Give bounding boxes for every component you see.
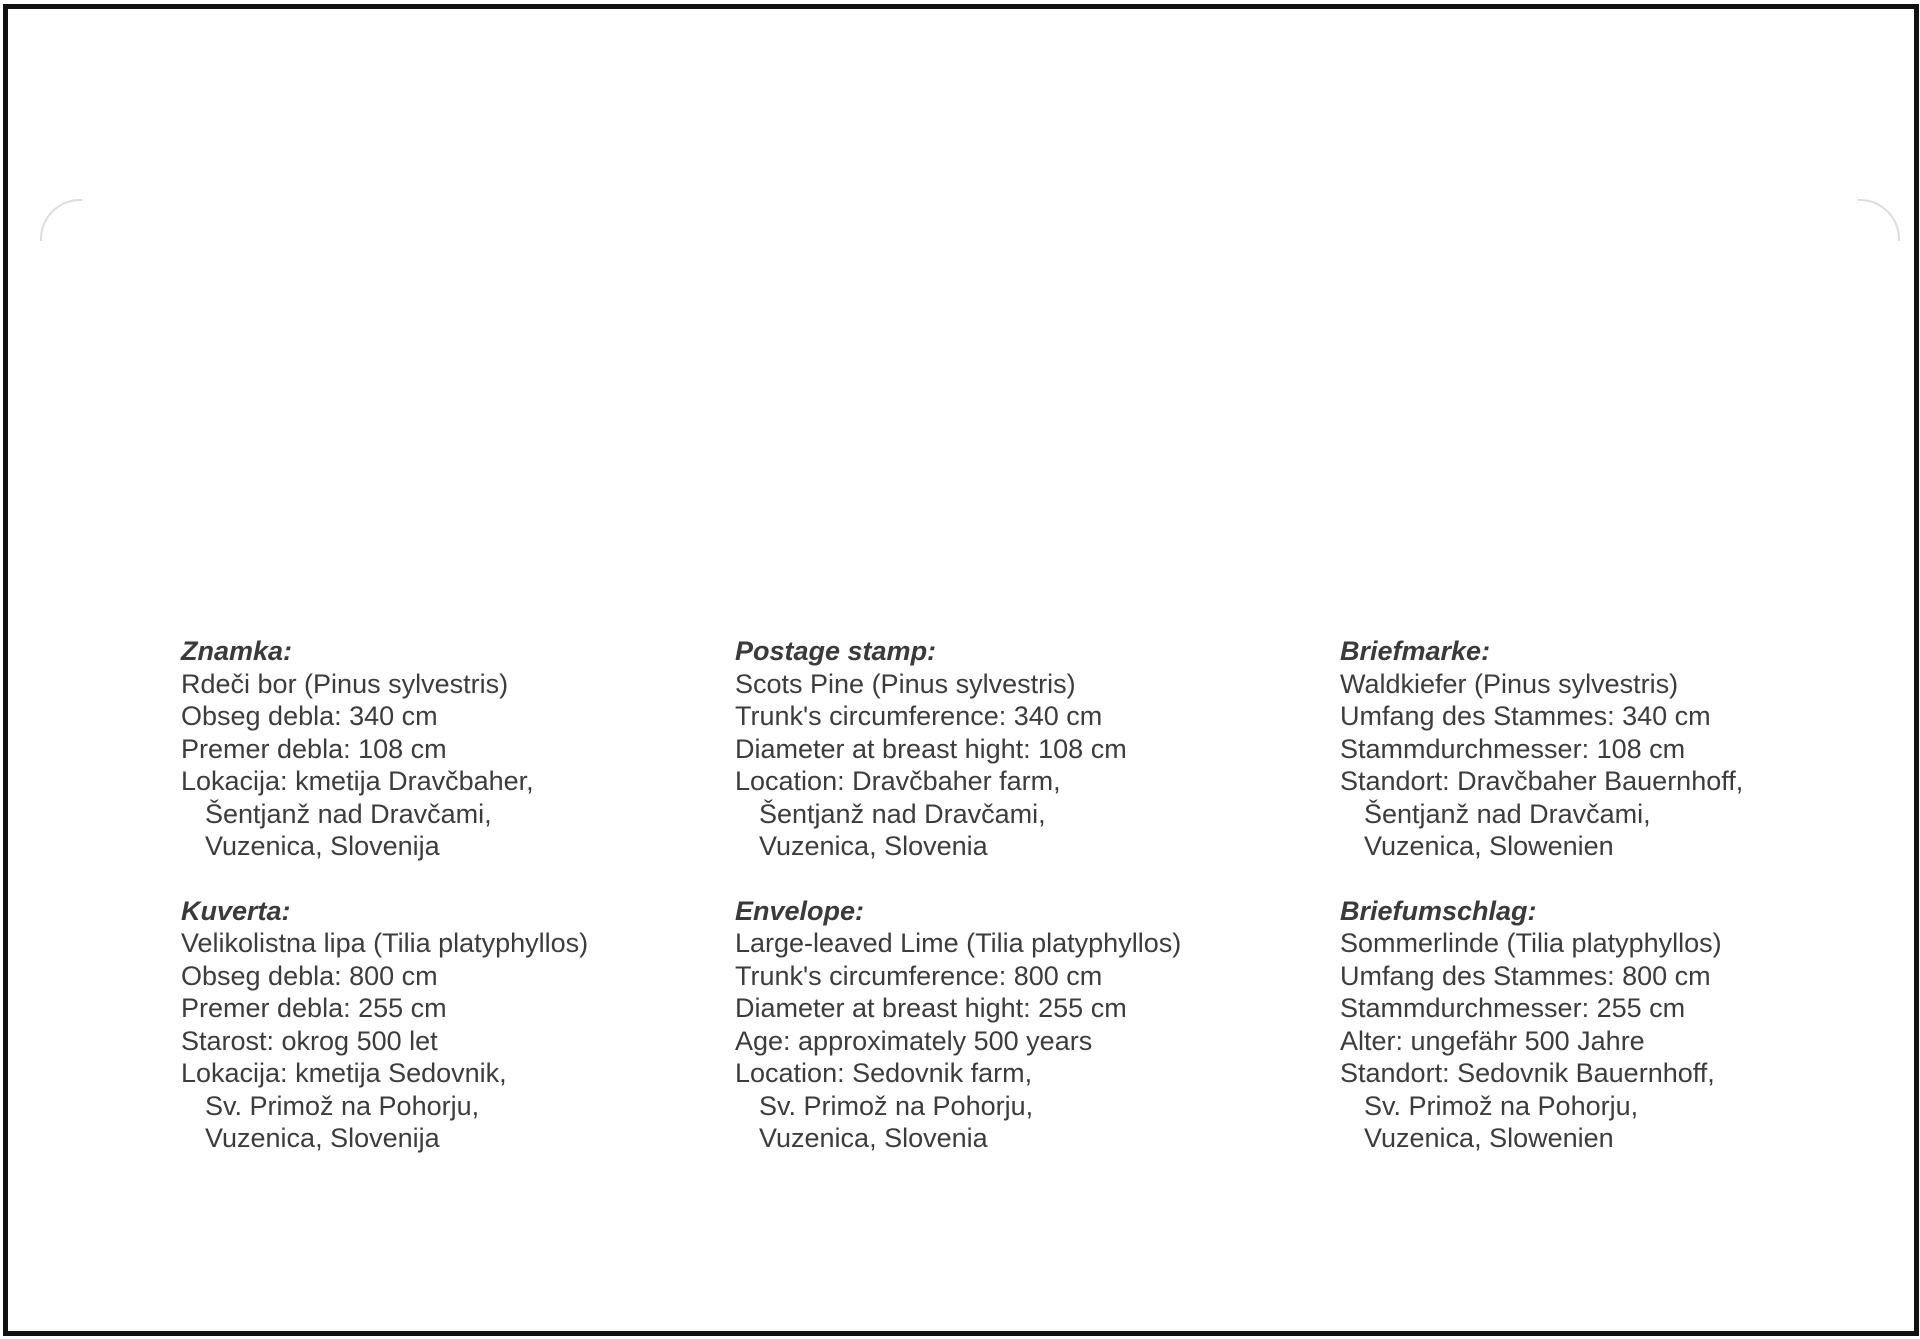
- info-line: Lokacija: kmetija Sedovnik,: [181, 1058, 507, 1088]
- section-stamp-sl: [181, 635, 588, 863]
- info-line: Šentjanž nad Dravčami,: [759, 798, 1046, 829]
- section-stamp-en: [735, 635, 1181, 863]
- info-line: Waldkiefer (Pinus sylvestris): [1340, 668, 1679, 699]
- info-line: Umfang des Stammes: 800 cm: [1340, 960, 1711, 991]
- info-line: Premer debla: 108 cm: [181, 733, 447, 764]
- section-heading: Znamka:: [181, 636, 293, 666]
- info-line: Velikolistna lipa (Tilia platyphyllos): [181, 928, 589, 958]
- info-line: Location: Sedovnik farm,: [735, 1058, 1033, 1088]
- section-envelope-de: [1340, 895, 1743, 1155]
- info-line: Age: approximately 500 years: [735, 1025, 1093, 1056]
- section-envelope-en: [735, 895, 1181, 1155]
- info-line: Sommerlinde (Tilia platyphyllos): [1340, 928, 1722, 958]
- info-line: Vuzenica, Slovenia: [759, 831, 988, 861]
- column-slovenian: [181, 635, 588, 1187]
- section-heading: Envelope:: [735, 895, 865, 926]
- info-line: Šentjanž nad Dravčami,: [1364, 798, 1651, 829]
- section-envelope-sl: [181, 895, 588, 1155]
- info-line: Trunk's circumference: 800 cm: [735, 960, 1103, 991]
- info-line: Location: Dravčbaher farm,: [735, 766, 1061, 796]
- info-line: Vuzenica, Slovenija: [205, 831, 440, 861]
- section-heading: Briefumschlag:: [1340, 895, 1537, 926]
- info-line: Sv. Primož na Pohorju,: [205, 1090, 480, 1121]
- info-line: Stammdurchmesser: 108 cm: [1340, 733, 1686, 764]
- info-line: Vuzenica, Slovenija: [205, 1123, 440, 1153]
- info-line: Šentjanž nad Dravčami,: [205, 798, 492, 829]
- info-line: Premer debla: 255 cm: [181, 993, 447, 1023]
- info-line: Standort: Sedovnik Bauernhoff,: [1340, 1058, 1715, 1088]
- info-line: Vuzenica, Slovenia: [759, 1123, 988, 1153]
- section-heading: Kuverta:: [181, 895, 291, 926]
- info-line: Obseg debla: 800 cm: [181, 960, 438, 991]
- envelope-corner-left: [40, 199, 82, 241]
- info-line: Stammdurchmesser: 255 cm: [1340, 993, 1686, 1023]
- column-german: [1340, 635, 1743, 1187]
- info-line: Alter: ungefähr 500 Jahre: [1340, 1025, 1645, 1056]
- column-english: [735, 635, 1181, 1187]
- info-line: Scots Pine (Pinus sylvestris): [735, 668, 1076, 699]
- info-line: Sv. Primož na Pohorju,: [759, 1090, 1034, 1121]
- section-heading: Briefmarke:: [1340, 636, 1491, 666]
- section-heading: Postage stamp:: [735, 636, 937, 666]
- info-line: Lokacija: kmetija Dravčbaher,: [181, 766, 534, 796]
- info-line: Large-leaved Lime (Tilia platyphyllos): [735, 928, 1182, 958]
- info-line: Umfang des Stammes: 340 cm: [1340, 701, 1711, 731]
- info-line: Obseg debla: 340 cm: [181, 701, 438, 731]
- info-line: Standort: Dravčbaher Bauernhoff,: [1340, 766, 1744, 796]
- section-stamp-de: [1340, 635, 1743, 863]
- info-line: Diameter at breast hight: 255 cm: [735, 993, 1127, 1023]
- document-sheet: [3, 4, 1919, 1336]
- info-line: Vuzenica, Slowenien: [1364, 1123, 1614, 1153]
- info-line: Diameter at breast hight: 108 cm: [735, 733, 1127, 764]
- info-line: Sv. Primož na Pohorju,: [1364, 1090, 1639, 1121]
- info-line: Starost: okrog 500 let: [181, 1025, 438, 1056]
- info-line: Vuzenica, Slowenien: [1364, 831, 1614, 861]
- info-line: Rdeči bor (Pinus sylvestris): [181, 668, 509, 699]
- envelope-corner-right: [1858, 199, 1900, 241]
- info-line: Trunk's circumference: 340 cm: [735, 701, 1103, 731]
